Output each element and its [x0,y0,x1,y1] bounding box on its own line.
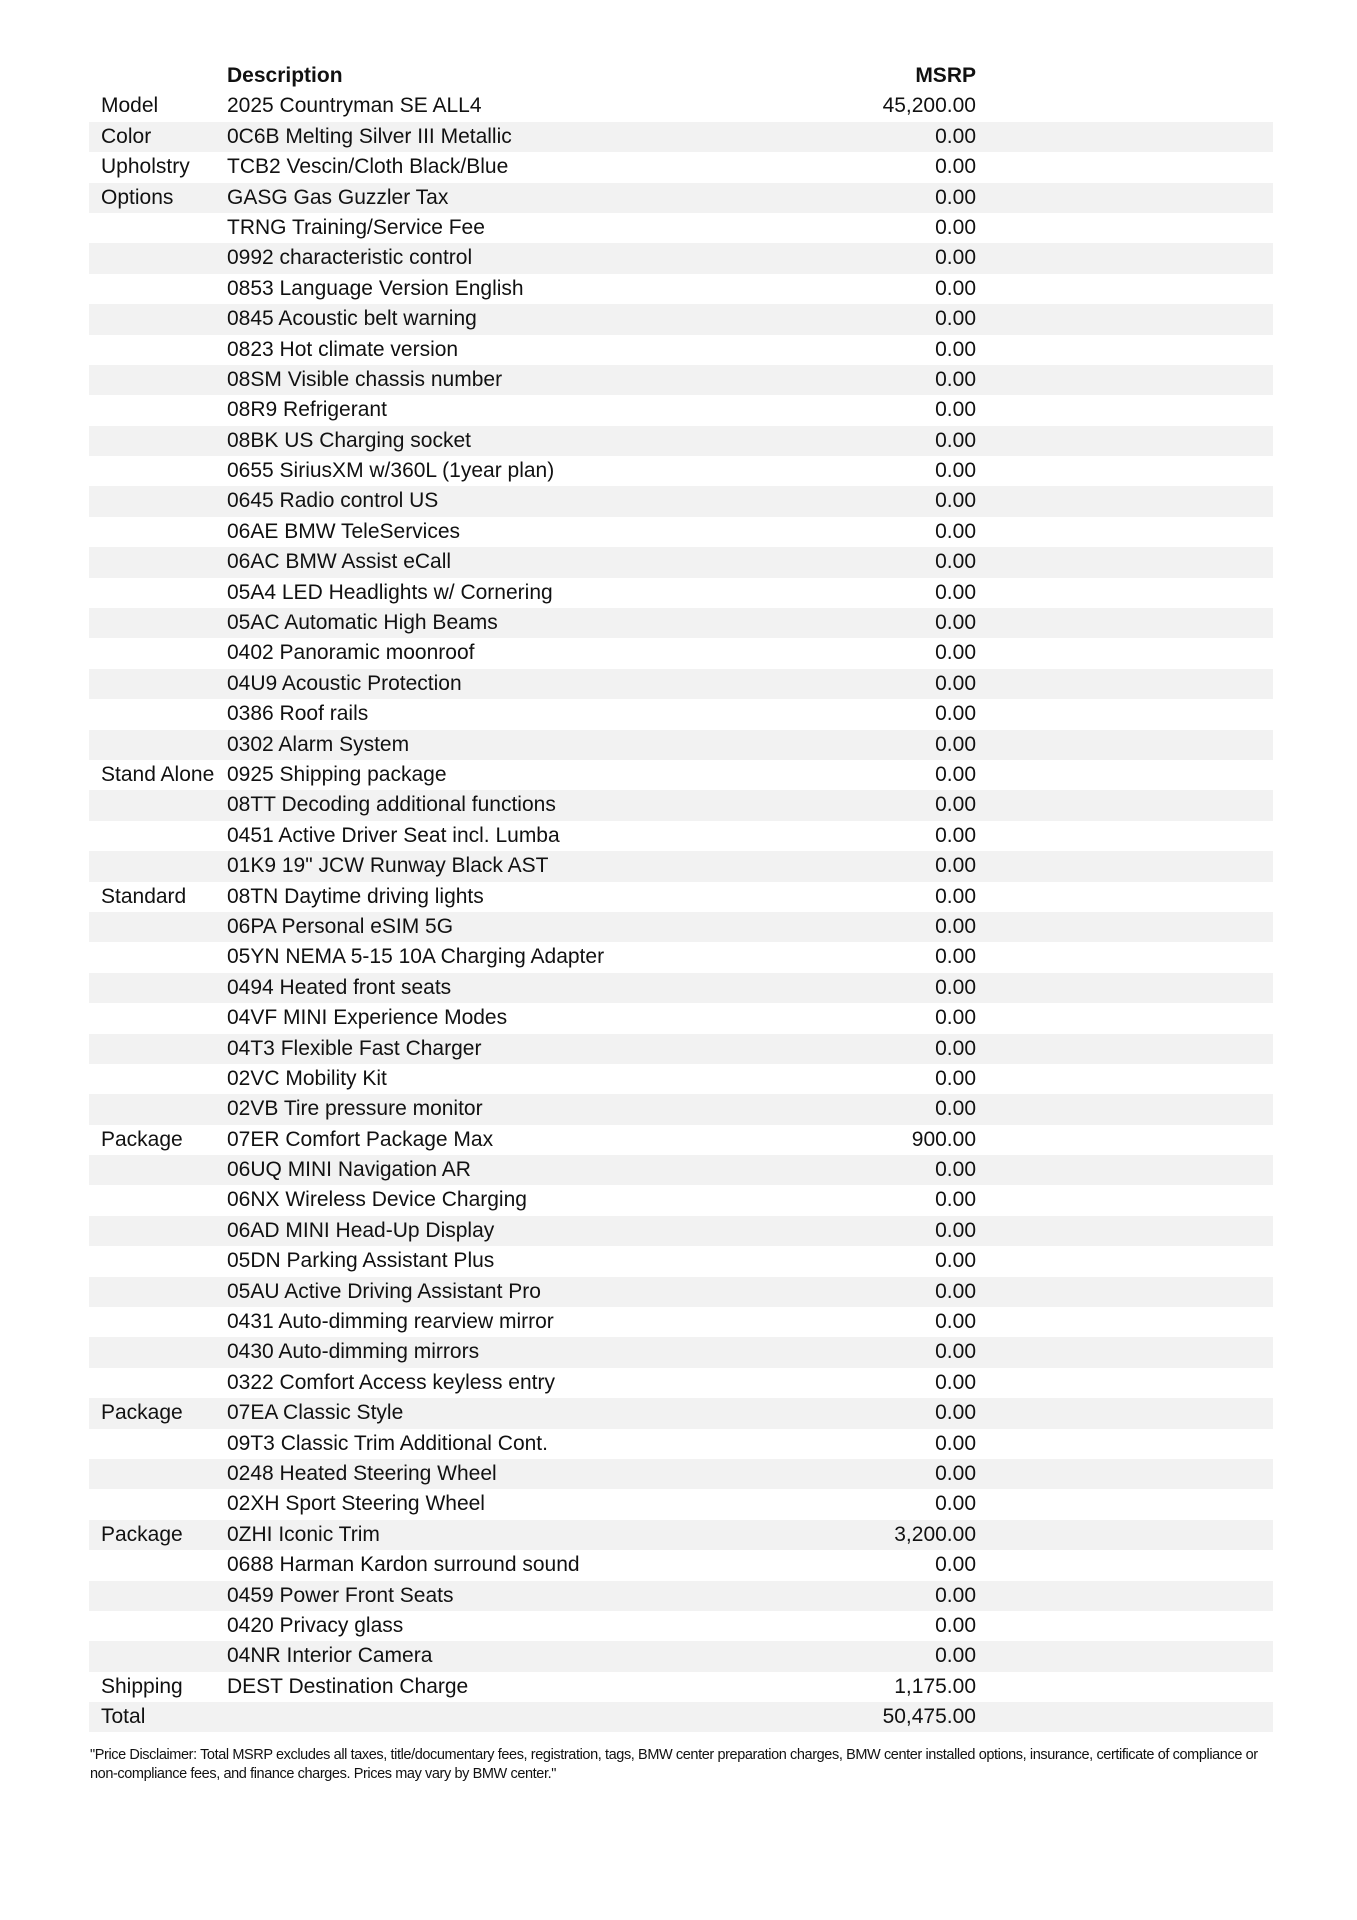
row-price: 0.00 [935,489,976,513]
table-row [89,1246,1273,1276]
row-description: 05AC Automatic High Beams [227,611,498,635]
row-description: 0853 Language Version English [227,276,524,300]
row-description: 08R9 Refrigerant [227,398,387,422]
row-price: 900.00 [911,1127,976,1151]
row-description: 0494 Heated front seats [227,975,452,999]
row-description: 0688 Harman Kardon surround sound [227,1553,580,1577]
row-description: 0431 Auto-dimming rearview mirror [227,1310,554,1334]
row-price: 0.00 [935,307,976,331]
row-category: Package [101,1401,183,1425]
table-row [89,1216,1273,1246]
row-description: 06UQ MINI Navigation AR [227,1158,471,1182]
table-row [89,365,1273,395]
row-price: 50,475.00 [882,1705,976,1729]
row-description: 05AU Active Driving Assistant Pro [227,1279,541,1303]
row-description: 08TT Decoding additional functions [227,793,556,817]
row-price: 0.00 [935,793,976,817]
row-description: 0430 Auto-dimming mirrors [227,1340,480,1364]
table-row [89,1550,1273,1580]
table-row [89,122,1273,152]
table-row [89,517,1273,547]
table-row [89,1277,1273,1307]
price-disclaimer: "Price Disclaimer: Total MSRP excludes all taxes, title/documentary fees, registration, tags, BMW center preparation charges, BMW center installed options, insurance, certificate of compliance or non-compliance fees, and finance charges. Prices may vary by BMW center." [90,1747,1258,1782]
table-row [89,760,1273,790]
row-price: 0.00 [935,1613,976,1637]
row-description: 02XH Sport Steering Wheel [227,1492,485,1516]
table-body [89,91,1273,1732]
row-price: 0.00 [935,823,976,847]
row-description: TRNG Training/Service Fee [227,215,485,239]
row-description: 06PA Personal eSIM 5G [227,914,454,938]
table-row [89,456,1273,486]
row-price: 3,200.00 [894,1522,976,1546]
table-row [89,578,1273,608]
row-category: Color [101,124,152,148]
row-price: 0.00 [935,459,976,483]
row-description: 0420 Privacy glass [227,1613,404,1637]
table-row [89,669,1273,699]
table-header [89,61,1273,91]
table-row [89,1398,1273,1428]
row-description: 0451 Active Driver Seat incl. Lumba [227,823,560,847]
row-price: 0.00 [935,124,976,148]
table-row [89,183,1273,213]
row-description: 07EA Classic Style [227,1401,404,1425]
row-description: 09T3 Classic Trim Additional Cont. [227,1431,548,1455]
row-price: 0.00 [935,1006,976,1030]
row-description: 08BK US Charging socket [227,428,471,452]
row-price: 0.00 [935,1553,976,1577]
table-row [89,152,1273,182]
row-description: 0C6B Melting Silver III Metallic [227,124,512,148]
table-row [89,1094,1273,1124]
row-description: 06NX Wireless Device Charging [227,1188,527,1212]
table-row [89,730,1273,760]
row-price: 0.00 [935,1461,976,1485]
row-price: 0.00 [935,1249,976,1273]
row-price: 0.00 [935,945,976,969]
row-description: 0ZHI Iconic Trim [227,1522,380,1546]
table-row [89,1003,1273,1033]
table-row [89,790,1273,820]
row-price: 0.00 [935,246,976,270]
row-description: 06AC BMW Assist eCall [227,550,452,574]
row-description: 2025 Countryman SE ALL4 [227,94,482,118]
row-category: Total [101,1705,146,1729]
table-row [89,1611,1273,1641]
row-description: 0925 Shipping package [227,762,447,786]
row-description: 08TN Daytime driving lights [227,884,484,908]
row-description: 0459 Power Front Seats [227,1583,454,1607]
table-row [89,942,1273,972]
table-row [89,1429,1273,1459]
row-price: 0.00 [935,337,976,361]
row-description: 0655 SiriusXM w/360L (1year plan) [227,459,555,483]
table-row [89,1702,1273,1732]
row-price: 1,175.00 [894,1674,976,1698]
row-description: 0248 Heated Steering Wheel [227,1461,497,1485]
row-price: 0.00 [935,854,976,878]
row-category: Standard [101,884,187,908]
row-price: 0.00 [935,580,976,604]
row-description: 02VB Tire pressure monitor [227,1097,483,1121]
table-row [89,608,1273,638]
row-price: 0.00 [935,155,976,179]
row-price: 0.00 [935,428,976,452]
row-price: 0.00 [935,276,976,300]
row-description: 0992 characteristic control [227,246,473,270]
row-price: 0.00 [935,975,976,999]
row-description: 04NR Interior Camera [227,1644,433,1668]
row-description: 04VF MINI Experience Modes [227,1006,508,1030]
row-price: 0.00 [935,1310,976,1334]
table-row [89,699,1273,729]
row-description: 08SM Visible chassis number [227,367,503,391]
row-price: 0.00 [935,914,976,938]
row-description: 0322 Comfort Access keyless entry [227,1370,555,1394]
row-price: 0.00 [935,702,976,726]
table-row [89,335,1273,365]
row-price: 0.00 [935,1097,976,1121]
table-row [89,1337,1273,1367]
table-row [89,973,1273,1003]
row-category: Package [101,1127,183,1151]
row-price: 0.00 [935,1158,976,1182]
row-description: 0645 Radio control US [227,489,439,513]
row-price: 0.00 [935,732,976,756]
table-row [89,426,1273,456]
row-price: 0.00 [935,641,976,665]
table-row [89,1459,1273,1489]
row-description: TCB2 Vescin/Cloth Black/Blue [227,155,509,179]
row-price: 0.00 [935,1644,976,1668]
row-category: Package [101,1522,183,1546]
table-row [89,486,1273,516]
table-row [89,1155,1273,1185]
row-description: DEST Destination Charge [227,1674,469,1698]
description-header: Description [227,64,343,87]
row-category: Upholstry [101,155,190,179]
row-category: Options [101,185,174,209]
table-row [89,1368,1273,1398]
table-row [89,1307,1273,1337]
row-price: 0.00 [935,1492,976,1516]
table-row [89,547,1273,577]
row-price: 0.00 [935,1188,976,1212]
table-row [89,638,1273,668]
row-price: 45,200.00 [882,94,976,118]
table-row [89,882,1273,912]
row-price: 0.00 [935,1036,976,1060]
row-description: 0402 Panoramic moonroof [227,641,475,665]
row-price: 0.00 [935,1370,976,1394]
table-row [89,304,1273,334]
table-row [89,851,1273,881]
row-price: 0.00 [935,1583,976,1607]
row-price: 0.00 [935,550,976,574]
row-description: 04U9 Acoustic Protection [227,671,462,695]
table-row [89,1125,1273,1155]
table-row [89,395,1273,425]
row-description: 04T3 Flexible Fast Charger [227,1036,482,1060]
row-category: Model [101,94,159,118]
row-category: Stand Alone [101,762,215,786]
msrp-header: MSRP [915,64,976,87]
row-price: 0.00 [935,762,976,786]
row-description: 0845 Acoustic belt warning [227,307,477,331]
row-price: 0.00 [935,1401,976,1425]
table-row [89,1581,1273,1611]
row-description: 0302 Alarm System [227,732,410,756]
table-row [89,91,1273,121]
row-price: 0.00 [935,1431,976,1455]
row-price: 0.00 [935,671,976,695]
table-row [89,213,1273,243]
row-category: Shipping [101,1674,183,1698]
row-description: 05YN NEMA 5-15 10A Charging Adapter [227,945,605,969]
price-sheet [89,61,1273,1732]
table-row [89,1520,1273,1550]
row-description: 05A4 LED Headlights w/ Cornering [227,580,553,604]
table-row [89,1672,1273,1702]
row-description: 06AD MINI Head-Up Display [227,1218,495,1242]
row-description: 0386 Roof rails [227,702,369,726]
row-price: 0.00 [935,367,976,391]
row-description: 0823 Hot climate version [227,337,459,361]
table-row [89,821,1273,851]
row-price: 0.00 [935,611,976,635]
table-row [89,274,1273,304]
row-price: 0.00 [935,185,976,209]
row-price: 0.00 [935,1218,976,1242]
row-description: 02VC Mobility Kit [227,1066,387,1090]
row-description: GASG Gas Guzzler Tax [227,185,449,209]
table-row [89,243,1273,273]
row-price: 0.00 [935,215,976,239]
table-row [89,912,1273,942]
row-price: 0.00 [935,884,976,908]
row-price: 0.00 [935,398,976,422]
row-price: 0.00 [935,1066,976,1090]
table-row [89,1641,1273,1671]
row-price: 0.00 [935,1279,976,1303]
table-row [89,1185,1273,1215]
row-description: 06AE BMW TeleServices [227,519,461,543]
row-price: 0.00 [935,519,976,543]
table-row [89,1064,1273,1094]
row-price: 0.00 [935,1340,976,1364]
table-row [89,1034,1273,1064]
row-description: 05DN Parking Assistant Plus [227,1249,495,1273]
table-row [89,1489,1273,1519]
row-description: 07ER Comfort Package Max [227,1127,494,1151]
row-description: 01K9 19" JCW Runway Black AST [227,854,549,878]
